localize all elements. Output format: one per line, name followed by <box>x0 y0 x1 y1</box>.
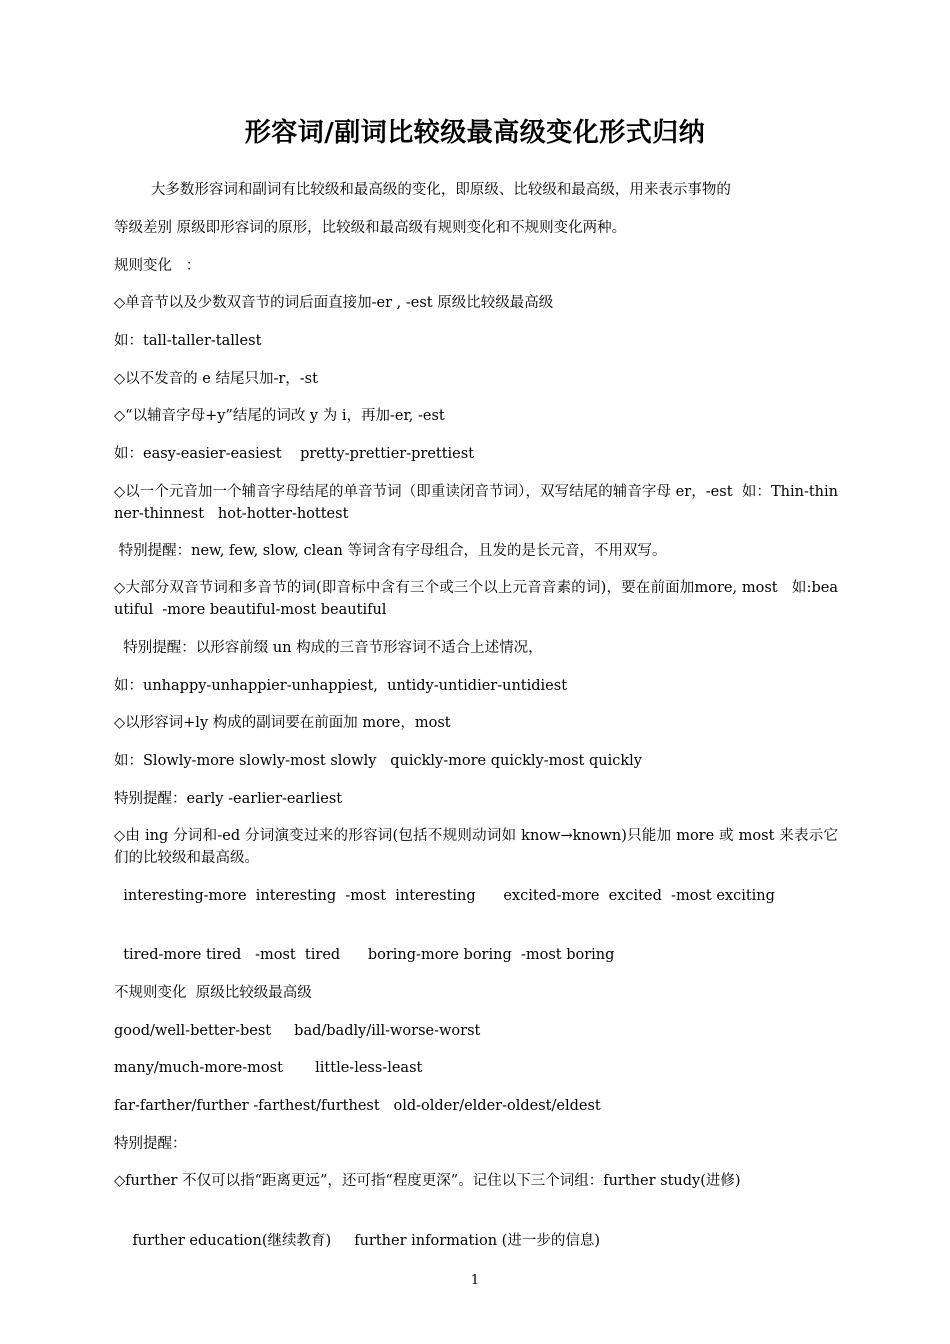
paragraph-intro-line-2: 等级差别 原级即形容词的原形，比较级和最高级有规则变化和不规则变化两种。 <box>114 220 627 236</box>
section-heading-regular: 规则变化 ： <box>114 258 201 274</box>
page-title: 形容词/副词比较级最高级变化形式归纳 <box>244 118 706 148</box>
rule-consonant-y: ◇“以辅音字母+y”结尾的词改 y 为 i，再加-er, -est <box>114 408 445 424</box>
rule-double-consonant: ◇以一个元音加一个辅音字母结尾的单音节词（即重读闭音节词），双写结尾的辅音字母 er，-est 如：Thin-thinner-thinnest hot-hotter-hottest <box>114 484 838 522</box>
page-number: 1 <box>470 1273 480 1288</box>
rule-silent-e: ◇以不发音的 e 结尾只加-r，-st <box>114 371 318 387</box>
note-early: 特别提醒：early -earlier-earliest <box>114 791 343 807</box>
example-tall: 如：tall-taller-tallest <box>114 333 262 349</box>
irregular-far-old: far-farther/further -farthest/furthest old-older/elder-oldest/eldest <box>114 1098 601 1114</box>
rule-one-syllable: ◇单音节以及少数双音节的词后面直接加-er , -est 原级比较级最高级 <box>114 295 554 311</box>
example-slowly-quickly: 如：Slowly-more slowly-most slowly quickly-more quickly-most quickly <box>114 753 642 769</box>
rule-multi-syllable: ◇大部分双音节词和多音节的词(即音标中含有三个或三个以上元音音素的词)，要在前面加more, most 如:beautiful -more beautiful-most beautiful <box>114 580 838 618</box>
example-tired-boring: tired-more tired -most tired boring-more boring -most boring <box>114 947 615 963</box>
irregular-many-little: many/much-more-most little-less-least <box>114 1060 423 1076</box>
example-interesting-excited: interesting-more interesting -most interesting excited-more excited -most exciting <box>114 888 775 904</box>
note-long-vowel: 特别提醒：new, few, slow, clean 等词含有字母组合，且发的是长元音，不用双写。 <box>114 543 667 559</box>
example-further-phrases: further education(继续教育) further information (进一步的信息) <box>114 1233 600 1249</box>
paragraph-intro-line-1: 大多数形容词和副词有比较级和最高级的变化，即原级、比较级和最高级，用来表示事物的 <box>114 182 731 198</box>
note-un-prefix: 特别提醒：以形容前缀 un 构成的三音节形容词不适合上述情况， <box>114 640 543 656</box>
rule-ly-adverb: ◇以形容词+ly 构成的副词要在前面加 more，most <box>114 715 451 731</box>
irregular-good-bad: good/well-better-best bad/badly/ill-worse-worst <box>114 1023 481 1039</box>
example-easy-pretty: 如：easy-easier-easiest pretty-prettier-prettiest <box>114 446 475 462</box>
rule-participle-adjective: ◇由 ing 分词和-ed 分词演变过来的形容词(包括不规则动词如 know→known)只能加 more 或 most 来表示它们的比较级和最高级。 <box>114 828 838 866</box>
note-further: ◇further 不仅可以指“距离更远”，还可指“程度更深”。记住以下三个词组：further study(进修) <box>114 1173 741 1189</box>
note-heading: 特别提醒： <box>114 1136 187 1152</box>
section-heading-irregular: 不规则变化 原级比较级最高级 <box>114 985 312 1001</box>
example-unhappy-untidy: 如：unhappy-unhappier-unhappiest, untidy-untidier-untidiest <box>114 678 568 694</box>
